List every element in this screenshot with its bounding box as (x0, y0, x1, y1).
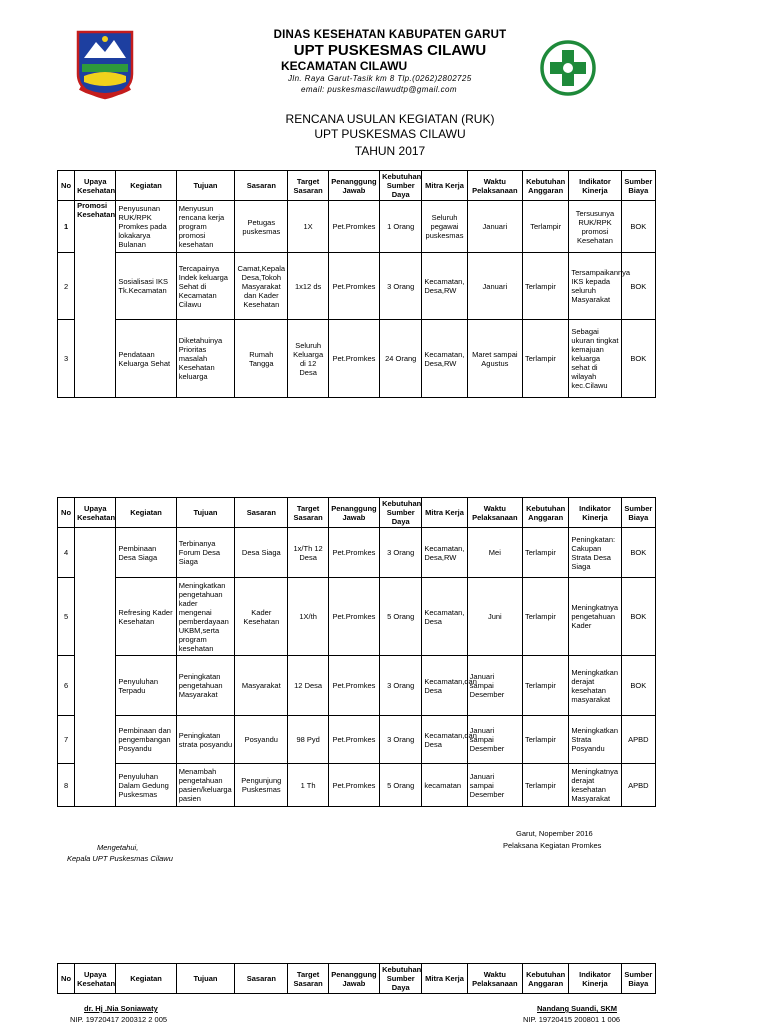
col-sumber-daya: Kebutuhan Sumber Daya (380, 498, 422, 528)
col-indikator: Indikator Kinerja (569, 171, 621, 201)
cell-anggaran: Terlampir (523, 528, 569, 578)
cell-sumber-daya: 5 Orang (380, 578, 422, 656)
col-biaya: Sumber Biaya (621, 171, 655, 201)
cell-waktu: Mei (467, 528, 522, 578)
cell-anggaran: Terlampir (523, 320, 569, 398)
cell-mitra: Kecamatan,dan Desa (422, 716, 467, 764)
table-row (58, 201, 656, 253)
col-target: Target Sasaran (288, 498, 328, 528)
cell-kegiatan: Sosialisasi IKS Tk.Kecamatan (116, 253, 176, 320)
cell-no: 7 (58, 716, 75, 764)
col-biaya: Sumber Biaya (621, 964, 655, 994)
col-mitra: Mitra Kerja (422, 498, 467, 528)
cell-pj: Pet.Promkes (328, 578, 379, 656)
col-sasaran: Sasaran (235, 498, 288, 528)
cell-sasaran: Rumah Tangga (235, 320, 288, 398)
col-indikator: Indikator Kinerja (569, 498, 621, 528)
cell-biaya: APBD (621, 764, 655, 807)
address-line: Jln. Raya Garut-Tasik km 8 Tlp.(0262)2802725 (288, 74, 472, 83)
col-sumber-daya: Kebutuhan Sumber Daya (380, 171, 422, 201)
cell-tujuan: Tercapainya Indek keluarga Sehat di Kecamatan Cilawu (176, 253, 234, 320)
col-mitra: Mitra Kerja (422, 171, 467, 201)
col-mitra: Mitra Kerja (422, 964, 467, 994)
ruk-table-2 (57, 497, 656, 807)
cell-anggaran: Terlampir (523, 764, 569, 807)
email-line: email: puskesmascilawudtp@gmail.com (301, 85, 457, 94)
cell-sumber-daya: 3 Orang (380, 656, 422, 716)
cell-no: 6 (58, 656, 75, 716)
cell-waktu: Maret sampai Agustus (467, 320, 522, 398)
cell-biaya: BOK (621, 528, 655, 578)
cell-mitra: kecamatan (422, 764, 467, 807)
cell-target: 1X (288, 201, 328, 253)
right-signer-role: Pelaksana Kegiatan Promkes (503, 841, 602, 850)
cell-pj: Pet.Promkes (328, 528, 379, 578)
col-no: No (58, 171, 75, 201)
cell-tujuan: Peningkatan strata posyandu (176, 716, 234, 764)
cell-no: 8 (58, 764, 75, 807)
cell-anggaran: Terlampir (523, 201, 569, 253)
col-no: No (58, 498, 75, 528)
col-pj: Penanggung Jawab (328, 171, 379, 201)
cell-pj: Pet.Promkes (328, 764, 379, 807)
cell-mitra: Seluruh pegawai puskesmas (422, 201, 467, 253)
col-target: Target Sasaran (288, 964, 328, 994)
place-date: Garut, Nopember 2016 (516, 829, 593, 838)
cell-target: 1x/Th 12 Desa (288, 528, 328, 578)
cell-biaya: BOK (621, 201, 655, 253)
table-row (58, 656, 656, 716)
cell-pj: Pet.Promkes (328, 656, 379, 716)
cell-pj: Pet.Promkes (328, 201, 379, 253)
doc-year: TAHUN 2017 (354, 144, 426, 158)
cell-kegiatan: Penyuluhan Terpadu (116, 656, 176, 716)
right-signer-name: Nandang Suandi, SKM (537, 1004, 618, 1013)
col-tujuan: Tujuan (176, 498, 234, 528)
cell-sumber-daya: 5 Orang (380, 764, 422, 807)
cell-sasaran: Camat,Kepala Desa,Tokoh Masyarakat dan Kader Kesehatan (235, 253, 288, 320)
cell-no: 2 (58, 253, 75, 320)
cell-target: 1X/th (288, 578, 328, 656)
district-name: KECAMATAN CILAWU (281, 59, 408, 73)
cell-tujuan: Peningkatan pengetahuan Masyarakat (176, 656, 234, 716)
col-anggaran: Kebutuhan Anggaran (523, 964, 569, 994)
col-waktu: Waktu Pelaksanaan (467, 498, 522, 528)
cell-target: 98 Pyd (288, 716, 328, 764)
col-pj: Penanggung Jawab (328, 964, 379, 994)
left-signer-name: dr. Hj .Nia Soniawaty (84, 1004, 158, 1013)
cell-kegiatan: Refresing Kader Kesehatan (116, 578, 176, 656)
col-indikator: Indikator Kinerja (569, 964, 621, 994)
cell-kegiatan: Penyuluhan Dalam Gedung Puskesmas (116, 764, 176, 807)
cell-sumber-daya: 3 Orang (380, 528, 422, 578)
cell-no: 1 (58, 201, 75, 253)
cell-upaya: Promosi Kesehatan (75, 201, 116, 398)
cell-biaya: BOK (621, 253, 655, 320)
cell-indikator: Meningkatkan derajat kesehatan masyarakat (569, 656, 621, 716)
table-row (58, 528, 656, 578)
table-row (58, 716, 656, 764)
puskesmas-name: UPT PUSKESMAS CILAWU (293, 42, 487, 59)
cell-sasaran: Posyandu (235, 716, 288, 764)
col-waktu: Waktu Pelaksanaan (467, 171, 522, 201)
col-kegiatan: Kegiatan (116, 498, 176, 528)
col-kegiatan: Kegiatan (116, 964, 176, 994)
right-signer-nip: NIP. 19720415 200801 1 006 (523, 1015, 621, 1024)
col-kegiatan: Kegiatan (116, 171, 176, 201)
cell-waktu: Januari (467, 253, 522, 320)
col-target: Target Sasaran (288, 171, 328, 201)
cell-waktu: Januari sampai Desember (467, 764, 522, 807)
table-header-row (58, 171, 656, 201)
cell-indikator: Meningkatkan Strata Posyandu (569, 716, 621, 764)
cell-sumber-daya: 3 Orang (380, 716, 422, 764)
col-upaya: Upaya Kesehatan (75, 498, 116, 528)
col-sumber-daya: Kebutuhan Sumber Daya (380, 964, 422, 994)
cell-kegiatan: Pendataan Keluarga Sehat (116, 320, 176, 398)
cell-anggaran: Terlampir (523, 253, 569, 320)
col-anggaran: Kebutuhan Anggaran (523, 171, 569, 201)
cell-pj: Pet.Promkes (328, 716, 379, 764)
cell-target: 12 Desa (288, 656, 328, 716)
table-header-row (58, 964, 656, 994)
col-sasaran: Sasaran (235, 171, 288, 201)
cell-no: 3 (58, 320, 75, 398)
cell-mitra: Kecamatan,dan Desa (422, 656, 467, 716)
cell-sumber-daya: 3 Orang (380, 253, 422, 320)
cell-indikator: Sebagai ukuran tingkat kemajuan keluarga sehat di wilayah kec.Cilawu (569, 320, 621, 398)
cell-tujuan: Menyusun rencana kerja program promosi kesehatan (176, 201, 234, 253)
cell-sumber-daya: 24 Orang (380, 320, 422, 398)
cell-pj: Pet.Promkes (328, 320, 379, 398)
cell-waktu: Juni (467, 578, 522, 656)
cell-mitra: Kecamatan, Desa,RW (422, 253, 467, 320)
cell-tujuan: Terbinanya Forum Desa Siaga (176, 528, 234, 578)
cell-sasaran: Pengunjung Puskesmas (235, 764, 288, 807)
cell-mitra: Kecamatan, Desa (422, 578, 467, 656)
cell-anggaran: Terlampir (523, 716, 569, 764)
table-row (58, 764, 656, 807)
cell-upaya-empty (75, 528, 116, 807)
cell-tujuan: Diketahuinya Prioritas masalah Kesehatan keluarga (176, 320, 234, 398)
cell-kegiatan: Penyusunan RUK/RPK Promkes pada lokakarya Bulanan (116, 201, 176, 253)
cell-target: 1 Th (288, 764, 328, 807)
cell-indikator: Meningkatnya derajat kesehatan Masyarakat (569, 764, 621, 807)
col-sasaran: Sasaran (235, 964, 288, 994)
col-tujuan: Tujuan (176, 171, 234, 201)
left-signer-title: Mengetahui, (97, 843, 139, 852)
col-no: No (58, 964, 75, 994)
table-row (58, 253, 656, 320)
col-upaya: Upaya Kesehatan (75, 171, 116, 201)
cell-kegiatan: Pembinaan Desa Siaga (116, 528, 176, 578)
cell-indikator: Meningkatnya pengetahuan Kader (569, 578, 621, 656)
cell-indikator: Tersusunya RUK/RPK promosi Kesehatan (569, 201, 621, 253)
cell-sumber-daya: 1 Orang (380, 201, 422, 253)
ruk-table-3 (57, 963, 656, 994)
cell-pj: Pet.Promkes (328, 253, 379, 320)
cell-indikator: Tersampaikannya IKS kepada seluruh Masyarakat (569, 253, 621, 320)
cell-waktu: Januari (467, 201, 522, 253)
col-anggaran: Kebutuhan Anggaran (523, 498, 569, 528)
ruk-table-1 (57, 170, 656, 398)
cell-mitra: Kecamatan, Desa,RW (422, 528, 467, 578)
doc-title: RENCANA USULAN KEGIATAN (RUK) (285, 112, 495, 126)
col-tujuan: Tujuan (176, 964, 234, 994)
cell-biaya: BOK (621, 656, 655, 716)
cell-sasaran: Masyarakat (235, 656, 288, 716)
cell-sasaran: Desa Siaga (235, 528, 288, 578)
cell-biaya: BOK (621, 320, 655, 398)
cell-tujuan: Menambah pengetahuan pasien/keluarga pasien (176, 764, 234, 807)
cell-target: 1x12 ds (288, 253, 328, 320)
cell-target: Seluruh Keluarga di 12 Desa (288, 320, 328, 398)
cell-indikator: Peningkatan: Cakupan Strata Desa Siaga (569, 528, 621, 578)
cell-sasaran: Kader Kesehatan (235, 578, 288, 656)
cell-waktu: Januari sampai Desember (467, 656, 522, 716)
cell-kegiatan: Pembinaan dan pengembangan Posyandu (116, 716, 176, 764)
agency-name: DINAS KESEHATAN KABUPATEN GARUT (273, 29, 507, 41)
col-waktu: Waktu Pelaksanaan (467, 964, 522, 994)
cell-mitra: Kecamatan, Desa,RW (422, 320, 467, 398)
table-row (58, 578, 656, 656)
cell-sasaran: Petugas puskesmas (235, 201, 288, 253)
cell-no: 4 (58, 528, 75, 578)
cell-waktu: Januari sampai Desember (467, 716, 522, 764)
cell-anggaran: Terlampir (523, 578, 569, 656)
left-signer-role: Kepala UPT Puskesmas Cilawu (67, 854, 173, 863)
table-header-row (58, 498, 656, 528)
cell-anggaran: Terlampir (523, 656, 569, 716)
col-pj: Penanggung Jawab (328, 498, 379, 528)
col-biaya: Sumber Biaya (621, 498, 655, 528)
cell-biaya: APBD (621, 716, 655, 764)
cell-biaya: BOK (621, 578, 655, 656)
doc-subtitle: UPT PUSKESMAS CILAWU (314, 127, 466, 141)
cell-tujuan: Meningkatkan pengetahuan kader mengenai pemberdayaan UKBM,serta program kesehatan (176, 578, 234, 656)
cell-no: 5 (58, 578, 75, 656)
table-row (58, 320, 656, 398)
col-upaya: Upaya Kesehatan (75, 964, 116, 994)
left-signer-nip: NIP. 19720417 200312 2 005 (70, 1015, 168, 1024)
